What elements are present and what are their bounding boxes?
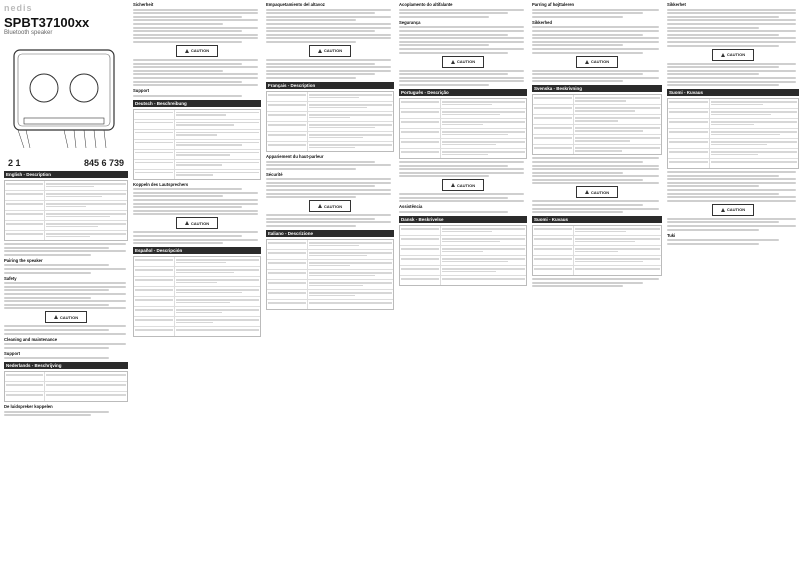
section-nl-description: Nederlands - Beschrijving: [4, 362, 128, 369]
heading-fr-pairing: Appariement du haut-parleur: [266, 153, 324, 159]
nl-description-table: [4, 371, 128, 402]
warning-icon: [721, 208, 725, 212]
warning-icon: [585, 60, 589, 64]
fi-description-table: [532, 225, 662, 276]
de-description-table: [133, 109, 261, 180]
column-3: [266, 0, 394, 567]
sv-description-table: [532, 94, 662, 155]
dk-description-table: [399, 225, 527, 286]
column-4: [399, 0, 527, 567]
column-5: [532, 0, 662, 567]
caution-box-fr: CAUTION: [309, 200, 351, 212]
section-pt-description: Português - Descrição: [399, 89, 527, 96]
section-dk-description: Dansk - Beskrivelse: [399, 216, 527, 223]
section-fi-description-2: Suomi - Kuvaus: [667, 89, 799, 96]
section-de-description: Deutsch - Beschreibung: [133, 100, 261, 107]
caution-box-it: CAUTION: [442, 56, 484, 68]
heading-en-support: Support: [4, 350, 21, 356]
caution-box-sv: CAUTION: [576, 186, 618, 198]
heading-en-pairing: Pairing the speaker: [4, 257, 43, 263]
caution-box-fi: CAUTION: [712, 204, 754, 216]
heading-pt-pairing: Acoplamento do altifalante: [399, 2, 453, 7]
heading-en-safety: Safety: [4, 275, 17, 281]
warning-icon: [318, 204, 322, 208]
heading-dk-pairing: Parring af højttaleren: [532, 2, 575, 7]
heading-de-pairing: Koppeln des Lautsprechers: [133, 181, 189, 187]
heading-pt-safety: Segurança: [399, 19, 421, 25]
caution-box-de: CAUTION: [176, 217, 218, 229]
heading-es-pairing: Empaquetamiento del altavoz: [266, 2, 325, 7]
speaker-illustration: [4, 40, 124, 160]
heading-en-cleaning: Cleaning and maintenance: [4, 336, 58, 342]
section-fi-description: Suomi - Kuvaus: [532, 216, 662, 223]
caution-box-dk: CAUTION: [576, 56, 618, 68]
caution-box-es: CAUTION: [309, 45, 351, 57]
heading-dk-safety: Sikkerhed: [532, 19, 553, 25]
speaker-diagram: [4, 40, 124, 160]
caution-box-no: CAUTION: [712, 49, 754, 61]
column-6: [667, 0, 799, 567]
heading-fr-safety: Sécurité: [266, 171, 283, 177]
warning-icon: [451, 60, 455, 64]
brand-logo: nedis: [4, 3, 33, 13]
model-title: SPBT37100xx: [4, 15, 90, 30]
callout-left: 2 1: [8, 158, 21, 168]
pt-description-table: [399, 98, 527, 159]
warning-icon: [185, 221, 189, 225]
section-en-description: English - Description: [4, 171, 128, 178]
caution-box-pt: CAUTION: [442, 179, 484, 191]
es-description-table: [133, 256, 261, 337]
section-fr-description: Français - Description: [266, 82, 394, 89]
callout-right: 845 6 739: [83, 158, 124, 168]
heading-pt-support: Assistência: [399, 204, 423, 210]
warning-icon: [721, 53, 725, 57]
warning-icon: [54, 315, 58, 319]
warning-icon: [451, 183, 455, 187]
heading-de-support: Support: [133, 88, 150, 94]
column-2: [133, 0, 261, 567]
section-it-description: Italiano - Descrizione: [266, 230, 394, 237]
fr-description-table: [266, 91, 394, 152]
heading-nl-pairing: De luidspreker koppelen: [4, 404, 53, 410]
heading-no-safety: Sikkerhet: [667, 2, 686, 7]
heading-fi-support: Tuki: [667, 232, 676, 238]
warning-icon: [185, 49, 189, 53]
section-es-description: Español - Descripción: [133, 247, 261, 254]
warning-icon: [585, 190, 589, 194]
heading-de-safety: Sicherheit: [133, 2, 154, 7]
column-1: [4, 0, 128, 567]
warning-icon: [318, 49, 322, 53]
caution-box-en: CAUTION: [45, 311, 87, 323]
section-sv-description: Svenska - Beskrivning: [532, 85, 662, 92]
it-description-table: [266, 239, 394, 310]
no-description-table: [667, 98, 799, 169]
product-subtitle: Bluetooth speaker: [4, 30, 53, 36]
en-description-table: [4, 180, 128, 241]
caution-box-nl: CAUTION: [176, 45, 218, 57]
